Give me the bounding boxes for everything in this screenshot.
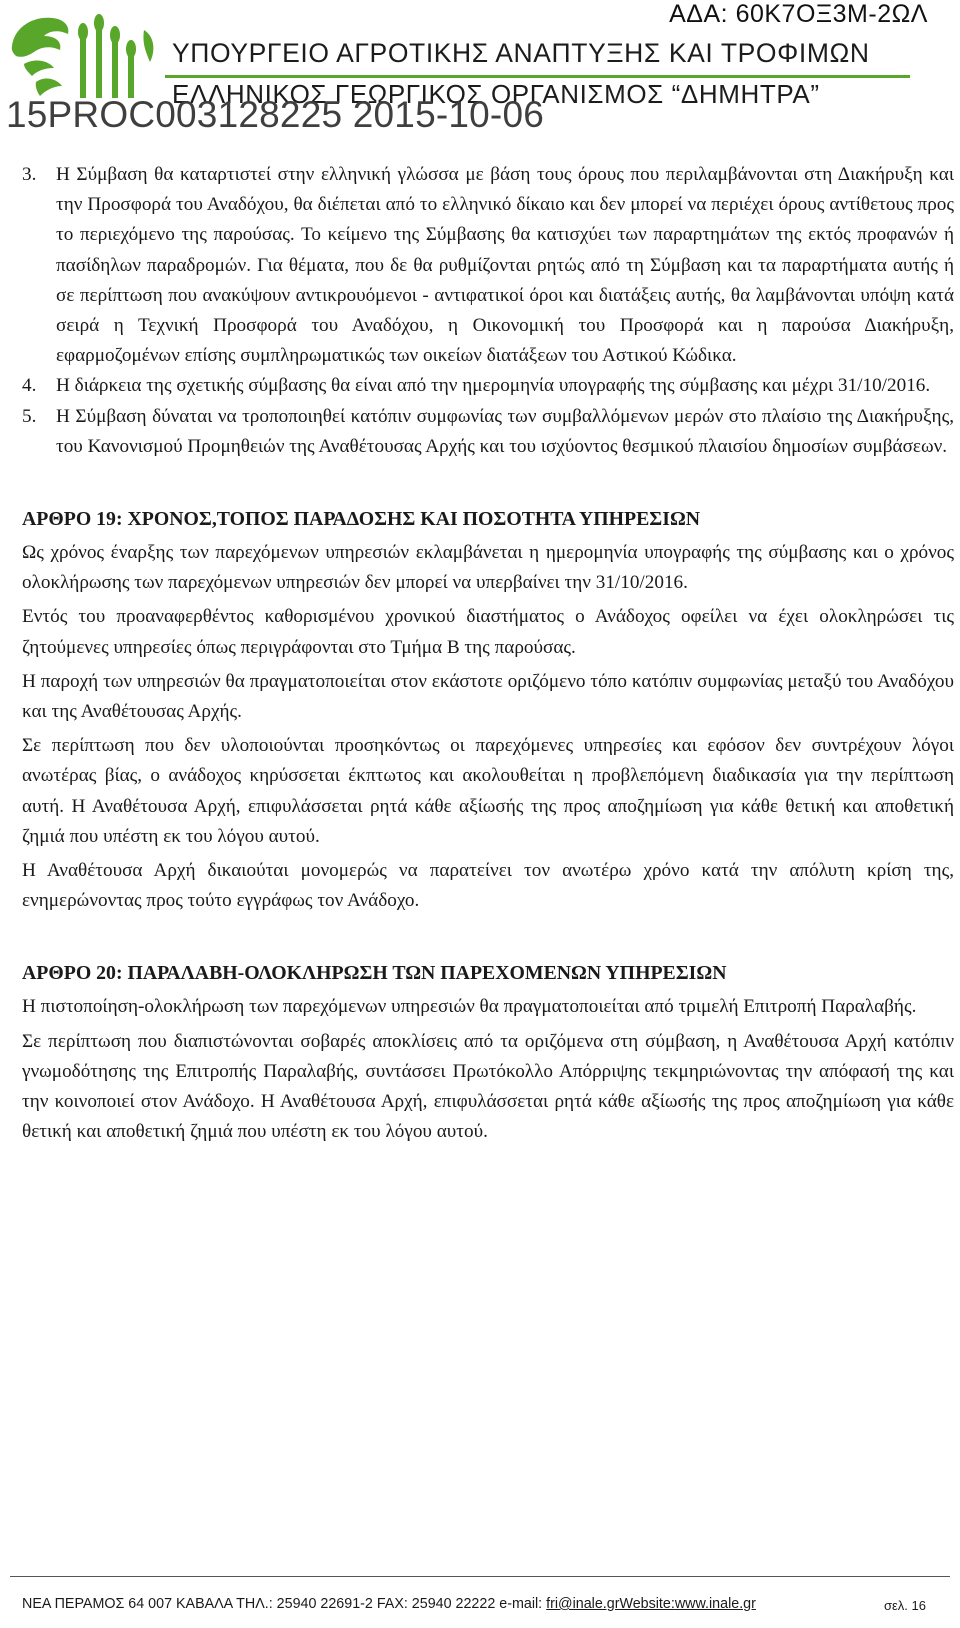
item-number: 3. (22, 164, 37, 185)
paragraph: Σε περίπτωση που δεν υλοποιούνται προσηκόντως οι παρεχόμενες υπηρεσίες και εφόσον δεν συντρέχουν λόγοι ανωτέρας βίας, ο ανάδοχος κηρύσσεται έκπτωτος και ακολουθείται η προβλεπόμενη διαδικασία για την περίπτωση αυτή. Η Αναθέτουσα Αρχή, επιφυλάσσεται ρητά κάθε αξίωσής της προς αποζημίωση για κάθε θετική και αποθετική ζημιά που υπέστη εκ του λόγου αυτού. (22, 735, 954, 847)
document-stamp: 15PROC003128225 2015-10-06 (6, 94, 544, 135)
numbered-item (22, 371, 954, 401)
paragraph: Σε περίπτωση που διαπιστώνονται σοβαρές αποκλίσεις από τα οριζόμενα στη σύμβαση, η Αναθέτουσα Αρχή κατόπιν γνωμοδότησης της Επιτροπής Παραλαβής, συντάσσει Πρωτόκολλο Απόρριψης τεκμηριώνοντας την απόφασή της και την κοινοποιεί στον Ανάδοχο. Η Αναθέτουσα Αρχή, επιφυλάσσεται ρητά κάθε αξίωσής της προς αποζημίωση για κάθε θετική και αποθετική ζημιά που υπέστη εκ του λόγου αυτού. (22, 1030, 954, 1143)
ministry-logo-icon (4, 6, 164, 102)
footer-divider (10, 1576, 950, 1577)
article-20-heading: ΑΡΘΡΟ 20: ΠΑΡΑΛΑΒΗ-ΟΛΟΚΛΗΡΩΣΗ ΤΩΝ ΠΑΡΕΧΟΜΕΝΩΝ ΥΠΗΡΕΣΙΩΝ (22, 962, 727, 985)
paragraph: Η Αναθέτουσα Αρχή δικαιούται μονομερώς να παρατείνει τον ανωτέρω χρόνο κατά την απόλυτη κρίση της, ενημερώνοντας προς τούτο εγγράφως τον Ανάδοχο. (22, 860, 954, 912)
numbered-item (22, 160, 954, 371)
footer-address: ΝΕΑ ΠΕΡΑΜΟΣ 64 007 ΚΑΒΑΛΑ ΤΗΛ.: 25940 22691-2 FAX: 25940 22222 e-mail: (22, 1596, 547, 1612)
document-body (22, 160, 954, 1147)
paragraph: Η πιστοποίηση-ολοκλήρωση των παρεχόμενων υπηρεσιών θα πραγματοποιείται από τριμελή Επιτροπή Παραλαβής. (22, 996, 917, 1018)
numbered-item (22, 402, 954, 462)
ada-code: ΑΔΑ: 60Κ7ΟΞ3Μ-2ΩΛ (669, 0, 928, 28)
footer-email-link[interactable]: fri@inale.gr (546, 1596, 620, 1612)
paragraph: Η παροχή των υπηρεσιών θα πραγματοποιείται στον εκάστοτε οριζόμενο τόπο κατόπιν συμφωνίας μεταξύ του Αναδόχου και της Αναθέτουσας Αρχής. (22, 670, 954, 723)
paragraph: Εντός του προαναφερθέντος καθορισμένου χρονικού διαστήματος ο Ανάδοχος οφείλει να έχει ολοκληρώσει τις ζητούμενες υπηρεσίες όπως περιγράφονται στο Τμήμα Β της παρούσας. (22, 606, 954, 658)
footer-contact (22, 1596, 756, 1612)
organization-name: ΕΛΛΗΝΙΚΟΣ ΓΕΩΡΓΙΚΟΣ ΟΡΓΑΝΙΣΜΟΣ “ΔΗΜΗΤΡΑ” (172, 79, 820, 109)
paragraph: Ως χρόνος έναρξης των παρεχόμενων υπηρεσιών εκλαμβάνεται η ημερομηνία υπογραφής της σύμβασης και ο χρόνος ολοκλήρωσης των παρεχόμενων υπηρεσιών δεν μπορεί να υπερβαίνει την 31/10/2016. (22, 542, 954, 594)
article-19-heading: ΑΡΘΡΟ 19: ΧΡΟΝΟΣ,ΤΟΠΟΣ ΠΑΡΑΔΟΣΗΣ ΚΑΙ ΠΟΣΟΤΗΤΑ ΥΠΗΡΕΣΙΩΝ (22, 508, 701, 531)
item-number: 5. (22, 405, 37, 427)
ministry-name: ΥΠΟΥΡΓΕΙΟ ΑΓΡΟΤΙΚΗΣ ΑΝΑΠΤΥΞΗΣ ΚΑΙ ΤΡΟΦΙΜΩΝ (172, 38, 870, 68)
footer-website-label: Website: (619, 1596, 675, 1612)
header-divider (165, 75, 910, 78)
item-text: Η διάρκεια της σχετικής σύμβασης θα είναι από την ημερομηνία υπογραφής της σύμβασης και μέχρι 31/10/2016. (56, 375, 931, 397)
page-number: σελ. 16 (883, 1598, 926, 1613)
item-number: 4. (22, 375, 37, 397)
footer-website-link[interactable]: www.inale.gr (674, 1596, 756, 1612)
item-text: Η Σύμβαση δύναται να τροποποιηθεί κατόπιν συμφωνίας των συμβαλλόμενων μερών στο πλαίσιο της Διακήρυξης, του Κανονισμού Προμηθειών της Αναθέτουσας Αρχής και του ισχύοντος θεσμικού πλαισίου δημοσίων συμβάσεων. (56, 405, 954, 457)
item-text: Η Σύμβαση θα καταρτιστεί στην ελληνική γλώσσα με βάση τους όρους που περιλαμβάνονται στη Διακήρυξη και την Προσφορά του Αναδόχου, θα διέπεται από το ελληνικό δίκαιο και δεν μπορεί να περιέχει όρους αντίθετους προς το περιεχόμενο της παρούσας. Το κείμενο της Σύμβασης θα κατισχύει των παραρτημάτων της εκτός προφανών ή πασίδηλων παραδρομών. Για θέματα, που δε θα ρυθμίζονται ρητώς από τη Σύμβαση και τα παραρτήματα αυτής ή σε περίπτωση που ανακύψουν αντικρουόμενοι - αντιφατικοί όροι και διατάξεις αυτής, θα λαμβάνονται υπόψη κατά σειρά η Τεχνική Προσφορά του Αναδόχου, η Οικονομική του Προσφορά και η παρούσα Διακήρυξη, εφαρμοζομένων επίσης συμπληρωματικώς των οικείων διατάξεων του Αστικού Κώδικα. (56, 164, 954, 367)
